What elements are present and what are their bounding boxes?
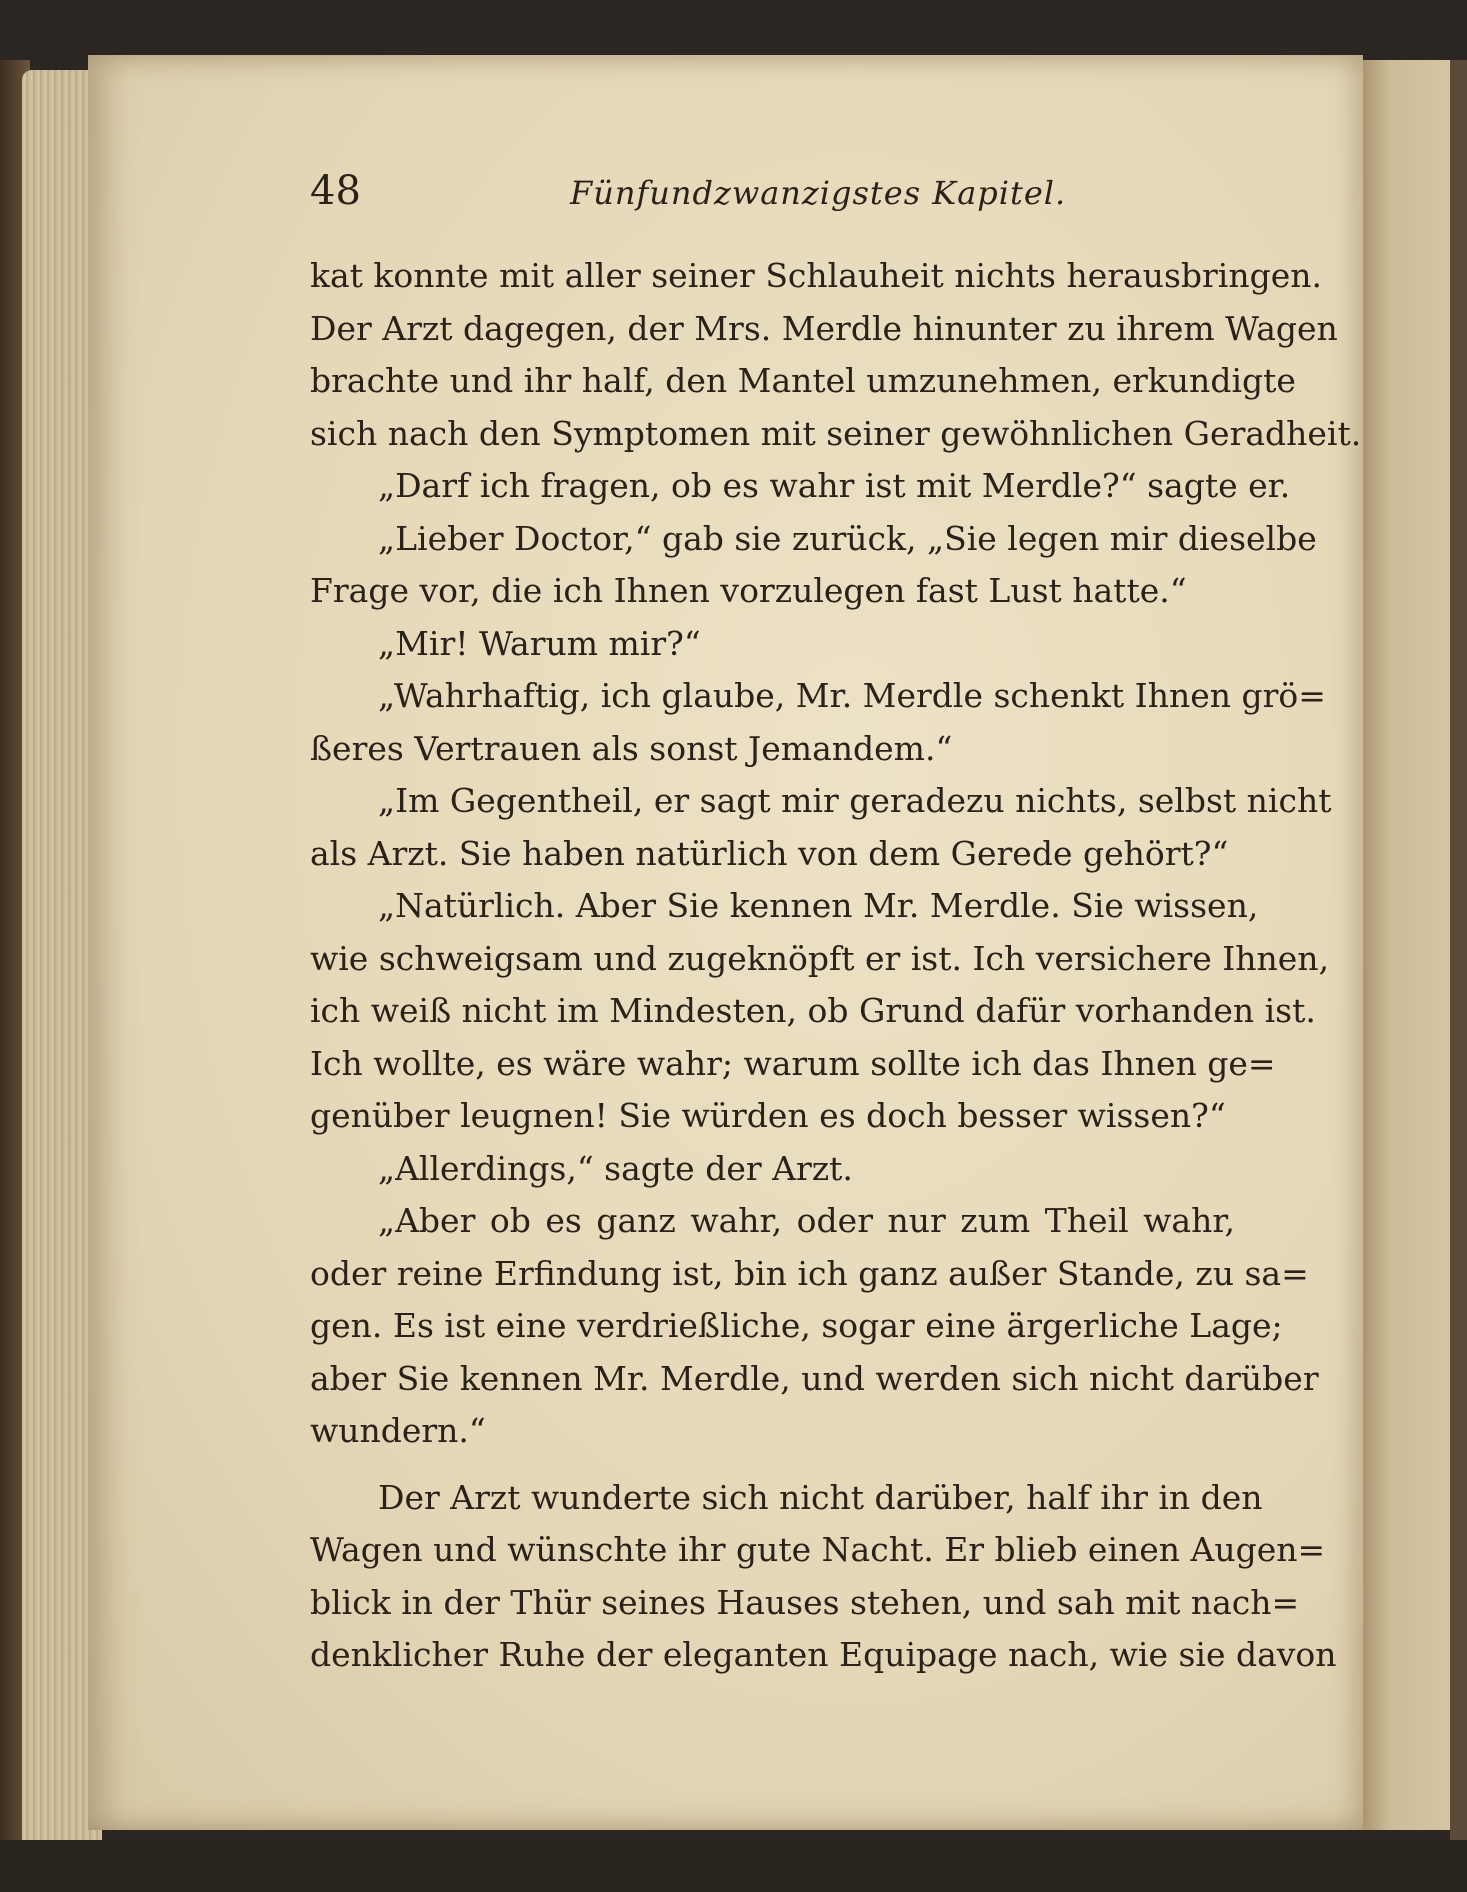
text-line: „Natürlich. Aber Sie kennen Mr. Merdle. Sie wissen, — [378, 886, 1259, 925]
text-line: ßeres Vertrauen als sonst Jemandem.“ — [310, 728, 953, 768]
text-line: blick in der Thür seines Hauses stehen, und sah mit nach= — [310, 1582, 1300, 1622]
text-line: Ich wollte, es wäre wahr; warum sollte ich das Ihnen ge= — [310, 1043, 1276, 1083]
text-line: sich nach den Symptomen mit seiner gewöhnlichen Geradheit. — [310, 413, 1362, 453]
text-line: Wagen und wünschte ihr gute Nacht. Er blieb einen Augen= — [310, 1530, 1326, 1569]
page-header — [310, 168, 1240, 228]
text-line: Der Arzt dagegen, der Mrs. Merdle hinunter zu ihrem Wagen — [310, 308, 1338, 348]
text-line: denklicher Ruhe der eleganten Equipage nach, wie sie davon — [310, 1635, 1337, 1674]
running-head: Fünfundzwanzigstes Kapitel. — [570, 174, 1067, 212]
bottom-edge — [0, 1840, 1467, 1892]
text-line: „Aber ob es ganz wahr, oder nur zum Theil wahr, — [378, 1201, 1235, 1240]
text-line: als Arzt. Sie haben natürlich von dem Gerede gehört?“ — [310, 833, 1229, 873]
text-line: wie schweigsam und zugeknöpft er ist. Ich versichere Ihnen, — [310, 938, 1330, 978]
text-line: gen. Es ist eine verdrießliche, sogar eine ärgerliche Lage; — [310, 1306, 1283, 1345]
text-line: oder reine Erfindung ist, bin ich ganz außer Stande, zu sa= — [310, 1253, 1309, 1293]
text-line: kat konnte mit aller seiner Schlauheit nichts herausbringen. — [310, 256, 1322, 295]
text-line: genüber leugnen! Sie würden es doch besser wissen?“ — [310, 1096, 1226, 1135]
right-cover — [1450, 60, 1467, 1850]
body-text — [310, 250, 1362, 1682]
text-line: „Allerdings,“ sagte der Arzt. — [378, 1148, 853, 1188]
text-line: ich weiß nicht im Mindesten, ob Grund dafür vorhanden ist. — [310, 991, 1316, 1030]
text-line: Der Arzt wunderte sich nicht darüber, half ihr in den — [378, 1477, 1263, 1517]
text-line: „Lieber Doctor,“ gab sie zurück, „Sie legen mir dieselbe — [378, 518, 1317, 558]
text-line: „Im Gegentheil, er sagt mir geradezu nichts, selbst nicht — [378, 781, 1332, 820]
text-line: aber Sie kennen Mr. Merdle, und werden sich nicht darüber — [310, 1358, 1319, 1398]
text-line: „Darf ich fragen, ob es wahr ist mit Merdle?“ sagte er. — [378, 466, 1291, 505]
text-line: brachte und ihr half, den Mantel umzunehmen, erkundigte — [310, 361, 1296, 400]
text-line: „Mir! Warum mir?“ — [378, 623, 701, 663]
text-line: „Wahrhaftig, ich glaube, Mr. Merdle schenkt Ihnen grö= — [378, 676, 1326, 715]
text-line: Frage vor, die ich Ihnen vorzulegen fast Lust hatte.“ — [310, 571, 1187, 610]
text-line: wundern.“ — [310, 1411, 486, 1450]
page-number: 48 — [310, 168, 361, 214]
